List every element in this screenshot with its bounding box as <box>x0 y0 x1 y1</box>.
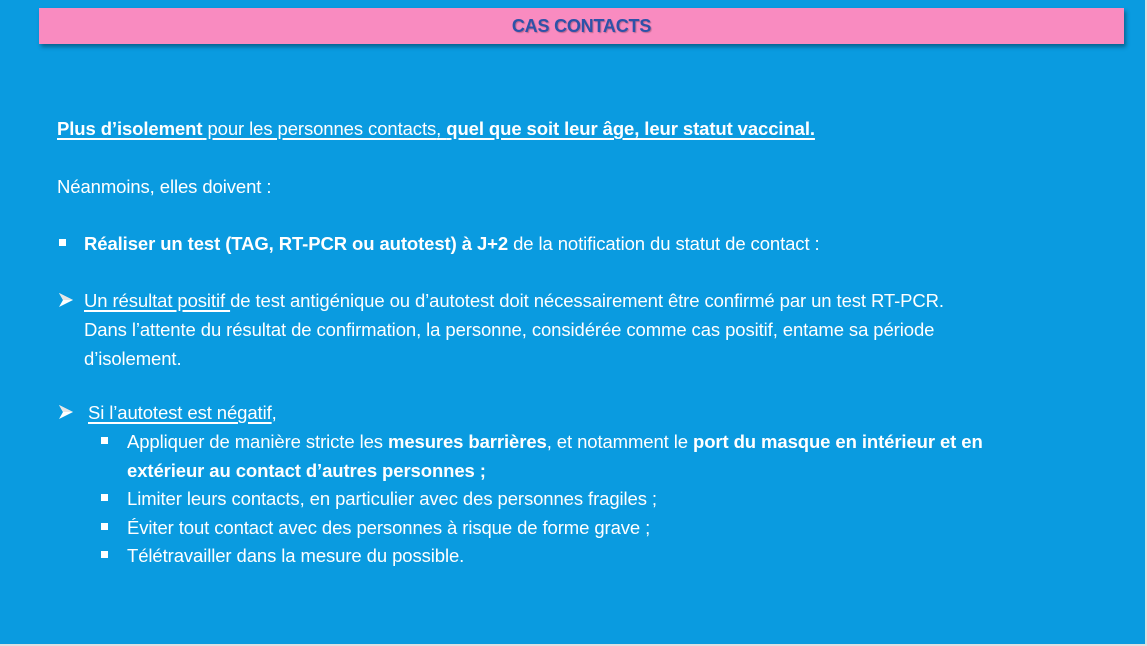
intro-text: pour les personnes contacts <box>202 118 437 139</box>
intro-bold-tail: quel que soit leur âge, leur statut vaccinal. <box>446 118 815 139</box>
sub-item-1-continued: extérieur au contact d’autres personnes ; <box>127 460 486 481</box>
sub-item-1-d: port du masque en intérieur et en <box>693 431 983 452</box>
positive-rest: de test antigénique ou d’autotest doit nécessairement être confirmé par un test RT-PCR. <box>230 290 944 311</box>
test-bold: Réaliser un test (TAG, RT-PCR ou autotest) à J+2 <box>84 233 509 254</box>
slide-title: CAS CONTACTS <box>511 15 652 36</box>
sub-item-4-text: Télétravailler dans la mesure du possible. <box>127 545 465 566</box>
test-text <box>84 229 820 258</box>
square-bullet-icon <box>101 494 108 501</box>
sub-item-1-a: Appliquer de manière stricte les <box>127 431 388 452</box>
sub-item-3-text: Éviter tout contact avec des personnes à risque de forme grave ; <box>127 517 651 538</box>
negative-underline: Si l’autotest est négatif <box>88 402 272 423</box>
test-rest: de la notification du statut de contact : <box>508 233 820 254</box>
square-bullet-icon <box>59 239 66 246</box>
neanmoins-line: Néanmoins, elles doivent : <box>57 176 272 197</box>
square-bullet-icon <box>101 551 108 558</box>
title-bar <box>39 8 1124 44</box>
sub-item-1-b: mesures barrières <box>387 431 547 452</box>
positive-line-2: Dans l’attente du résultat de confirmation, la personne, considérée comme cas positif, entame sa période <box>84 319 935 340</box>
positive-line-1 <box>84 286 944 315</box>
intro-bold-lead: Plus d’isolement <box>57 118 203 139</box>
sub-item-1-c: , et notamment le <box>546 431 693 452</box>
positive-underline: Un résultat positif <box>84 290 231 311</box>
intro-line <box>57 114 815 143</box>
arrow-bullet-icon <box>58 404 74 420</box>
intro-separator: , <box>436 118 447 139</box>
sub-item-2-text: Limiter leurs contacts, en particulier avec des personnes fragiles ; <box>127 488 657 509</box>
negative-comma: , <box>271 402 277 423</box>
positive-line-3: d’isolement. <box>84 348 182 369</box>
square-bullet-icon <box>101 523 108 530</box>
sub-item-1-text <box>127 427 983 456</box>
arrow-bullet-icon <box>58 292 74 308</box>
negative-heading <box>88 398 277 427</box>
square-bullet-icon <box>101 437 108 444</box>
